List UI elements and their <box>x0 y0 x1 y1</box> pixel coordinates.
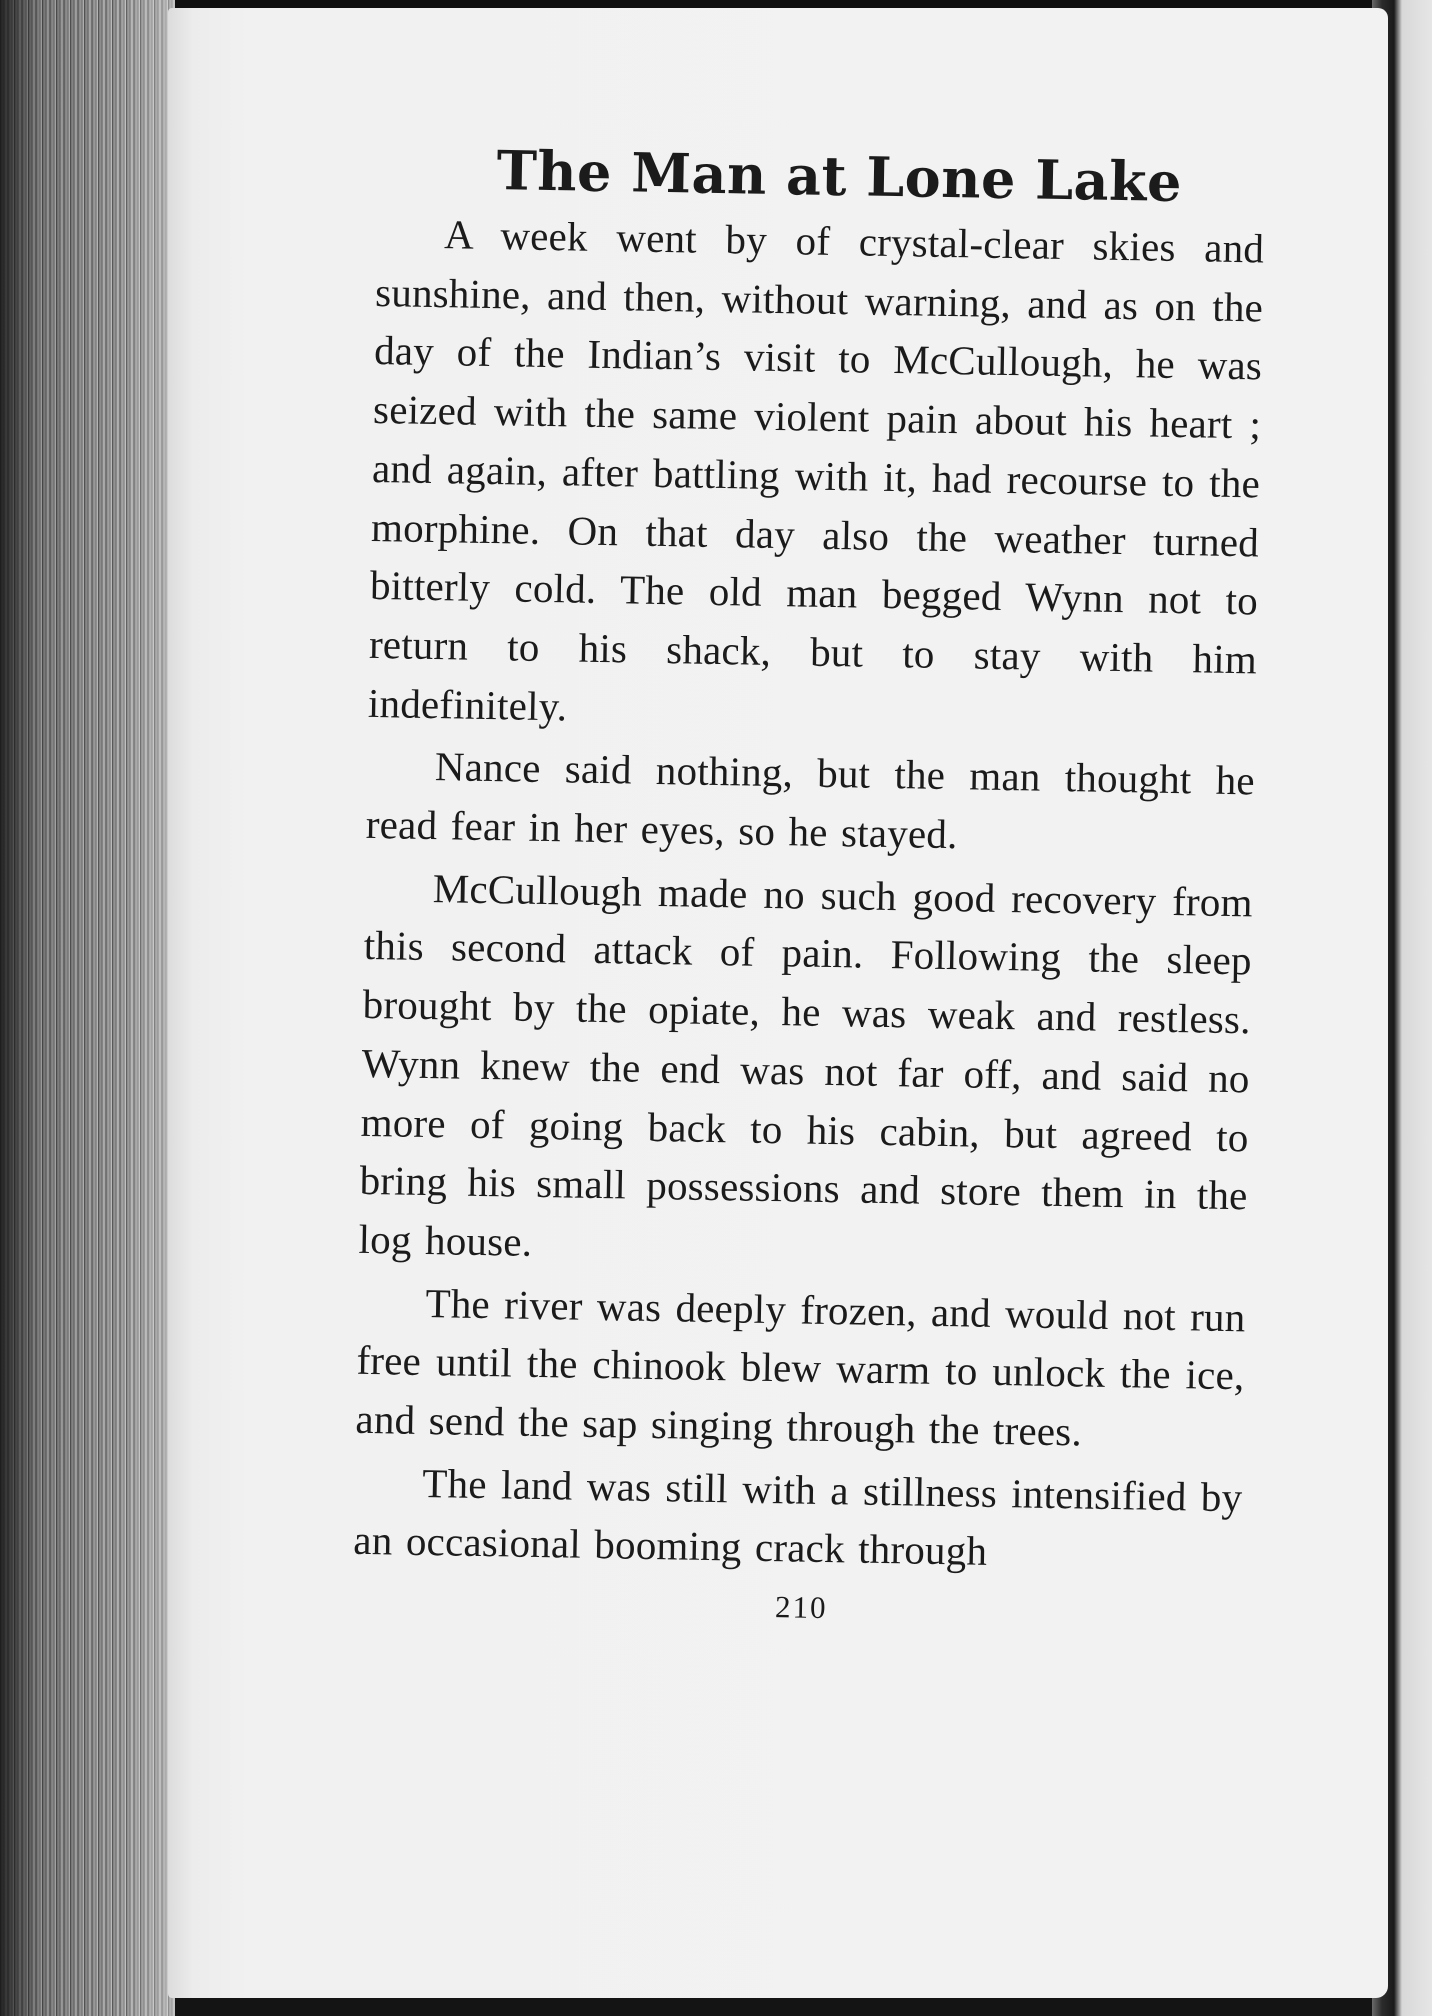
book-page-edges <box>0 0 175 2016</box>
page-text-block <box>352 132 1266 1633</box>
paragraph-1: A week went by of crystal-clear skies and sunshine, and then, without warning, and as on the day of the Indian’s visit to McCullough, he was seized with the same violent pain about his heart ; and again, after battling with it, had recourse to the morphine. On that day also the weather turned bitterly cold. The old man begged Wynn not to return to his shack, but to stay with him indefinitely. <box>367 211 1265 730</box>
paragraph-4: The river was deeply frozen, and would not run free until the chinook blew warm to unlock the ice, and send the sap singing through the trees. <box>355 1279 1246 1455</box>
paragraph-2: Nance said nothing, but the man thought he read fear in her eyes, so he stayed. <box>365 743 1256 858</box>
paragraph-3: McCullough made no such good recovery from this second attack of pain. Following the sleep brought by the opiate, he was weak and restless. Wynn knew the end was not far off, and said no more of going back to his cabin, but agreed to bring his small possessions and store them in the log house. <box>358 864 1254 1265</box>
page-number: 210 <box>774 1589 828 1626</box>
running-head: The Man at Lone Lake <box>496 138 1183 215</box>
paragraph-5: The land was still with a stillness intensified by an occasional booming crack through <box>353 1459 1243 1575</box>
